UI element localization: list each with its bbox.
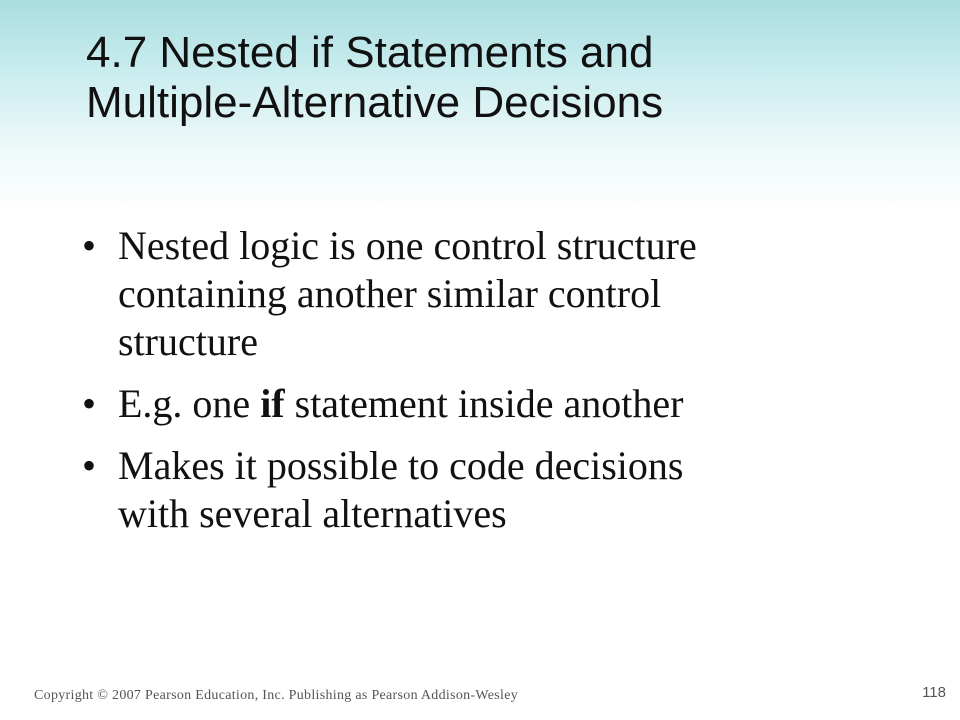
bullet-text-post: statement inside another <box>284 381 684 426</box>
bullet-line: Makes it possible to code decisions <box>118 443 684 488</box>
bullet-line: structure <box>118 319 258 364</box>
bullet-list <box>82 222 862 552</box>
bullet-item-alternatives <box>82 442 862 538</box>
slide-title <box>86 28 906 128</box>
page-number: 118 <box>922 684 946 701</box>
bullet-text <box>118 442 862 538</box>
bullet-line: Nested logic is one control structure <box>118 223 697 268</box>
bullet-line: containing another similar control <box>118 271 662 316</box>
bullet-text-pre: E.g. one <box>118 381 261 426</box>
title-line-1: 4.7 Nested if Statements and <box>86 28 654 77</box>
bullet-item-example <box>82 380 862 428</box>
bullet-icon: • <box>82 443 97 488</box>
bullet-text <box>118 380 862 428</box>
bullet-text <box>118 222 862 366</box>
bullet-line: with several alternatives <box>118 491 507 536</box>
bullet-line <box>118 380 862 428</box>
title-line-2: Multiple-Alternative Decisions <box>86 78 664 127</box>
copyright-footer: Copyright © 2007 Pearson Education, Inc. Publishing as Pearson Addison-Wesley <box>34 688 519 703</box>
bullet-icon: • <box>82 223 97 268</box>
bullet-icon: • <box>82 381 97 426</box>
keyword-if: if <box>260 381 285 426</box>
bullet-item-nested-logic <box>82 222 862 366</box>
